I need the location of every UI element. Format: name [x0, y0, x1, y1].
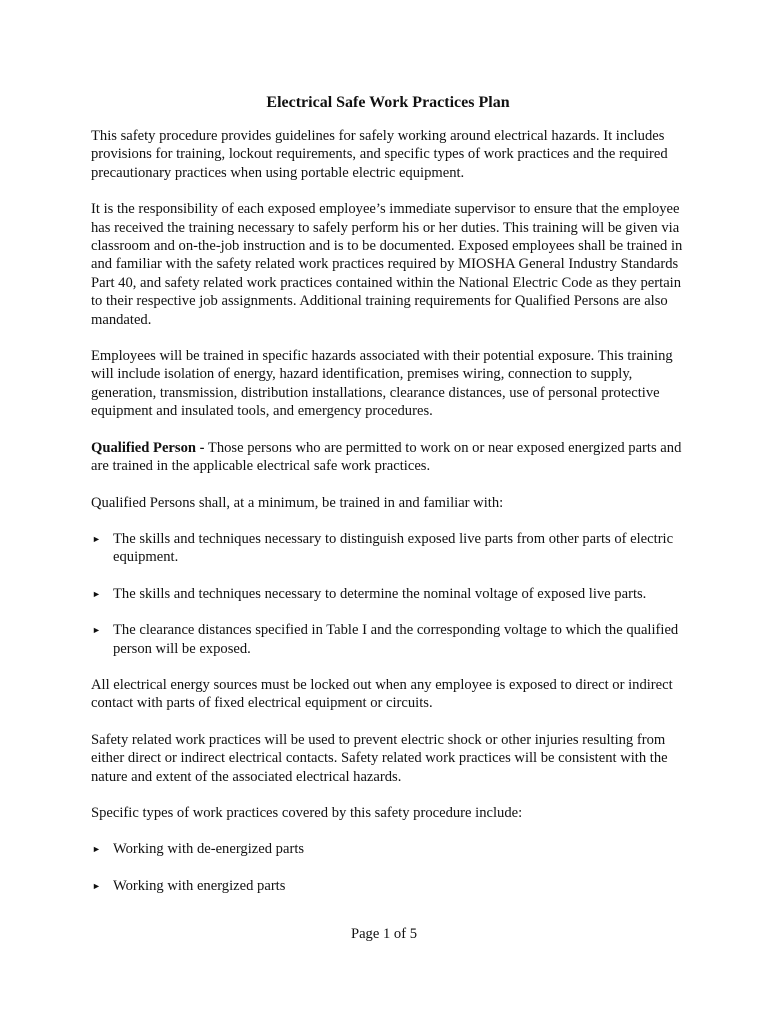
- qualified-training-intro: Qualified Persons shall, at a minimum, be trained in and familiar with:: [91, 494, 504, 511]
- document-body: [91, 93, 685, 913]
- work-practices-paragraph: Safety related work practices will be used to prevent electric shock or other injuries resulting from either direct or indirect electrical contacts. Safety related work practices will be consistent with the nature and extent of the associated electrical hazards.: [91, 731, 668, 785]
- responsibility-paragraph: It is the responsibility of each exposed employee’s immediate supervisor to ensure that the employee has received the training necessary to safely perform his or her duties. This training will be given via classroom and on-the-job instruction and is to be documented. Exposed employees shall be trained in and familiar with the safety related work practices required by MIOSHA General Industry Standards Part 40, and safety related work practices contained within the National Electric Code as they pertain to their respective job assignments. Additional training requirements for Qualified Persons are also mandated.: [91, 201, 683, 328]
- list-item: [91, 840, 685, 858]
- list-item-text: The skills and techniques necessary to determine the nominal voltage of exposed live parts.: [113, 585, 647, 602]
- page-number-footer: Page 1 of 5: [350, 926, 418, 942]
- work-practices-list: [91, 840, 685, 895]
- bullet-arrow-icon: ►: [92, 588, 101, 599]
- bullet-arrow-icon: ►: [92, 533, 101, 544]
- qualified-skills-list: [91, 530, 685, 658]
- document-title: Electrical Safe Work Practices Plan: [266, 94, 510, 111]
- bullet-arrow-icon: ►: [92, 625, 101, 636]
- list-item: [91, 585, 685, 603]
- work-practices-intro: Specific types of work practices covered by this safety procedure include:: [91, 804, 523, 821]
- qualified-person-definition: [91, 439, 685, 476]
- list-item-text: The clearance distances specified in Table I and the corresponding voltage to which the qualified person will be exposed.: [113, 622, 679, 657]
- training-paragraph: Employees will be trained in specific hazards associated with their potential exposure. This training will include isolation of energy, hazard identification, premises wiring, connection to supply, generation, transmission, distribution installations, clearance distances, use of personal protective equipment and insulated tools, and emergency procedures.: [91, 348, 673, 420]
- list-item-text: Working with de-energized parts: [113, 841, 305, 858]
- qualified-person-text: Those persons who are permitted to work on or near exposed energized parts and are trained in the applicable electrical safe work practices.: [91, 439, 682, 475]
- list-item-text: The skills and techniques necessary to distinguish exposed live parts from other parts of electric equipment.: [113, 530, 674, 566]
- lockout-paragraph: All electrical energy sources must be locked out when any employee is exposed to direct or indirect contact with parts of fixed electrical equipment or circuits.: [91, 676, 673, 712]
- bullet-arrow-icon: ►: [92, 880, 101, 891]
- bullet-arrow-icon: ►: [92, 844, 101, 855]
- list-item: [91, 621, 685, 658]
- qualified-person-term: Qualified Person -: [91, 439, 205, 456]
- list-item: [91, 877, 685, 895]
- list-item: [91, 530, 685, 567]
- intro-paragraph: This safety procedure provides guidelines for safely working around electrical hazards. It includes provisions for training, lockout requirements, and specific types of work practices and the required precautionary practices when using portable electric equipment.: [91, 128, 668, 181]
- list-item-text: Working with energized parts: [113, 877, 286, 894]
